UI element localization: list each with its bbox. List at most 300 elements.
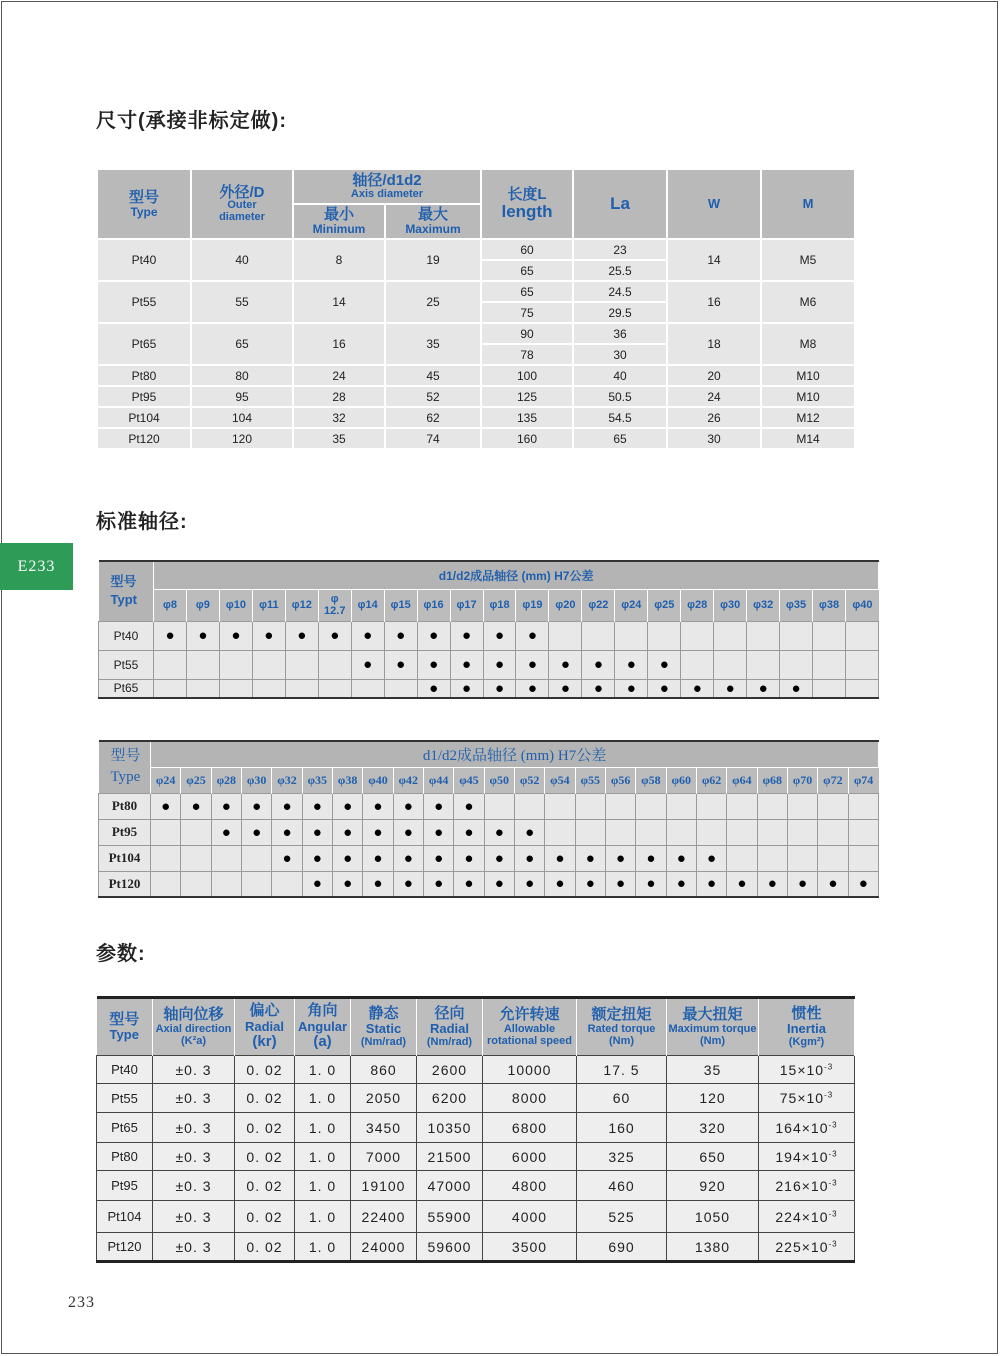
available-dot: ● (714, 679, 747, 698)
cell-m: M8 (761, 323, 855, 365)
empty-cell (181, 819, 211, 845)
cell-l: 65 (481, 260, 573, 281)
empty-cell (681, 650, 714, 679)
parameters-title: 参数: (96, 943, 146, 965)
cell-rad (417, 1233, 483, 1262)
header-type (99, 741, 151, 793)
header-m: M (761, 169, 855, 239)
cell-la: 54.5 (573, 407, 667, 428)
cell-angular (295, 1201, 351, 1233)
available-dot: ● (549, 650, 582, 679)
cell-angular (295, 1113, 351, 1143)
available-dot: ● (648, 679, 681, 698)
header-la: La (573, 169, 667, 239)
available-dot: ● (423, 845, 453, 871)
header-cn: 角向 (307, 1002, 338, 1020)
header-diameter: φ62 (696, 767, 726, 793)
available-dot: ● (787, 871, 817, 897)
available-dot: ● (332, 819, 362, 845)
cell-speed (483, 1113, 577, 1143)
cell-max (667, 1201, 759, 1233)
cell-value: 120 (699, 1090, 726, 1106)
header-diameter: φ68 (757, 767, 787, 793)
empty-cell (181, 845, 211, 871)
empty-cell (757, 819, 787, 845)
header-unit: (a) (313, 1033, 332, 1051)
available-dot: ● (514, 845, 544, 871)
header-cn: 惯性 (791, 1004, 822, 1022)
empty-cell (727, 819, 757, 845)
cell-value: 7000 (365, 1148, 402, 1165)
available-dot: ● (545, 845, 575, 871)
available-dot: ● (302, 845, 332, 871)
empty-cell (154, 679, 187, 698)
cell-speed (483, 1233, 577, 1262)
standard-shaft-title: 标准轴径: (96, 511, 188, 533)
cell-type (97, 1143, 153, 1171)
cell-static (351, 1084, 417, 1113)
cell-la: 24.5 (573, 281, 667, 302)
cell-max (667, 1113, 759, 1143)
empty-cell (714, 650, 747, 679)
cell-la: 65 (573, 428, 667, 449)
cell-value: 0. 02 (246, 1119, 283, 1136)
available-dot: ● (302, 793, 332, 819)
empty-cell (846, 621, 879, 650)
cell-type (97, 1113, 153, 1143)
table-row (97, 1056, 855, 1084)
cell-rated (577, 1113, 667, 1143)
available-dot: ● (636, 845, 666, 871)
header-axis: 轴径/d1d2 Axis diameter (293, 169, 481, 204)
header-unit: (Nm/rad) (426, 1036, 473, 1049)
cell-value: 650 (699, 1148, 726, 1165)
cell-min: 8 (293, 239, 385, 281)
available-dot: ● (818, 871, 848, 897)
cell-rad (417, 1084, 483, 1113)
empty-cell (696, 819, 726, 845)
cell-w: 24 (667, 386, 761, 407)
available-dot: ● (186, 621, 219, 650)
header-unit: (Nm) (699, 1035, 726, 1048)
available-dot: ● (181, 793, 211, 819)
header-diameter: φ19 (516, 589, 549, 621)
available-dot: ● (219, 621, 252, 650)
available-dot: ● (582, 679, 615, 698)
cell-static (351, 1171, 417, 1201)
cell-type (97, 1233, 153, 1262)
header-diameter: φ42 (393, 767, 423, 793)
header-col (483, 998, 577, 1056)
available-dot: ● (211, 819, 241, 845)
cell-value: Pt120 (107, 1239, 142, 1254)
cell-l: 75 (481, 302, 573, 323)
available-dot: ● (351, 650, 384, 679)
cell-inertia (759, 1171, 855, 1201)
cell-value: ±0. 3 (175, 1148, 212, 1165)
available-dot: ● (450, 621, 483, 650)
header-diameter: φ11 (252, 589, 285, 621)
cell-max: 52 (385, 386, 481, 407)
table-row (99, 793, 879, 819)
empty-cell (757, 845, 787, 871)
cell-l: 65 (481, 281, 573, 302)
available-dot: ● (363, 845, 393, 871)
row-type: Pt65 (99, 679, 154, 698)
cell-angular (295, 1171, 351, 1201)
cell-rad (417, 1201, 483, 1233)
cell-l: 135 (481, 407, 573, 428)
cell-value: 1. 0 (308, 1061, 337, 1078)
cell-value: 1380 (694, 1238, 731, 1255)
available-dot: ● (272, 819, 302, 845)
empty-cell (575, 819, 605, 845)
cell-axial (153, 1201, 235, 1233)
available-dot: ● (484, 819, 514, 845)
cell-value: 6000 (511, 1148, 548, 1165)
header-type-en: Type (110, 769, 141, 786)
row-type: Pt104 (99, 845, 151, 871)
header-max: 最大 Maximum (385, 204, 481, 239)
header-diameter: φ40 (846, 589, 879, 621)
cell-d: 80 (191, 365, 293, 386)
header-cn: 最大扭矩 (682, 1005, 743, 1023)
available-dot: ● (681, 679, 714, 698)
available-dot: ● (363, 871, 393, 897)
available-dot: ● (696, 871, 726, 897)
cell-m: M12 (761, 407, 855, 428)
cell-value: Pt80 (111, 1149, 138, 1164)
header-diameter: φ 12.7 (318, 589, 351, 621)
header-diameter: φ15 (384, 589, 417, 621)
available-dot: ● (423, 819, 453, 845)
header-diameter: φ50 (484, 767, 514, 793)
cell-max (667, 1233, 759, 1262)
cell-rad (417, 1113, 483, 1143)
header-diameter: φ70 (787, 767, 817, 793)
cell-rad (417, 1056, 483, 1084)
empty-cell (351, 679, 384, 698)
empty-cell (727, 845, 757, 871)
cell-value: Pt95 (111, 1178, 138, 1193)
header-diameter: φ35 (780, 589, 813, 621)
parameters-table (96, 996, 855, 1263)
empty-cell (545, 819, 575, 845)
cell-radial (235, 1143, 295, 1171)
cell-value: 2050 (365, 1090, 402, 1106)
header-col (295, 998, 351, 1056)
header-diameter: φ32 (747, 589, 780, 621)
header-diameter: φ17 (450, 589, 483, 621)
cell-l: 60 (481, 239, 573, 260)
empty-cell (154, 650, 187, 679)
row-type: Pt55 (99, 650, 154, 679)
available-dot: ● (302, 871, 332, 897)
cell-value: 460 (608, 1177, 635, 1194)
header-diameter: φ9 (186, 589, 219, 621)
available-dot: ● (363, 793, 393, 819)
empty-cell (648, 621, 681, 650)
header-en: Radial (244, 1018, 284, 1034)
cell-value: ±0. 3 (175, 1177, 212, 1194)
empty-cell (219, 679, 252, 698)
cell-inertia (759, 1113, 855, 1143)
cell-value: 920 (699, 1177, 726, 1194)
dimensions-title: 尺寸(承接非标定做): (96, 110, 287, 132)
table-row (97, 1233, 855, 1262)
table-row (99, 679, 879, 698)
header-col (153, 998, 235, 1056)
cell-value: 35 (703, 1061, 722, 1078)
available-dot: ● (549, 679, 582, 698)
cell-value: 6200 (431, 1090, 468, 1106)
empty-cell (241, 871, 271, 897)
table-row (97, 1084, 855, 1113)
available-dot: ● (351, 621, 384, 650)
cell-value: 59600 (427, 1238, 472, 1255)
exponent: -3 (824, 1061, 834, 1071)
header-shaft-title: d1/d2成品轴径 (mm) H7公差 (154, 561, 879, 589)
available-dot: ● (154, 621, 187, 650)
header-diameter: φ30 (241, 767, 271, 793)
header-diameter: φ12 (285, 589, 318, 621)
exponent: -3 (828, 1208, 838, 1218)
cell-rad (417, 1171, 483, 1201)
cell-value: 24000 (361, 1238, 406, 1255)
available-dot: ● (605, 871, 635, 897)
header-diameter: φ28 (681, 589, 714, 621)
table-row (97, 1143, 855, 1171)
row-type: Pt80 (99, 793, 151, 819)
cell-max: 74 (385, 428, 481, 449)
cell-static (351, 1143, 417, 1171)
empty-cell (818, 793, 848, 819)
header-diameter: φ24 (151, 767, 181, 793)
available-dot: ● (747, 679, 780, 698)
header-type-cn: 型号 (110, 574, 137, 590)
empty-cell (605, 819, 635, 845)
header-col (417, 998, 483, 1056)
cell-max (667, 1143, 759, 1171)
header-col (667, 998, 759, 1056)
available-dot: ● (615, 679, 648, 698)
empty-cell (151, 819, 181, 845)
empty-cell (545, 793, 575, 819)
table-row (97, 1113, 855, 1143)
cell-axial (153, 1143, 235, 1171)
cell-value: 4000 (511, 1208, 548, 1225)
cell-static (351, 1201, 417, 1233)
cell-value: 1. 0 (308, 1208, 337, 1225)
available-dot: ● (417, 679, 450, 698)
cell-m: M5 (761, 239, 855, 281)
header-diameter: φ30 (714, 589, 747, 621)
header-diameter: φ35 (302, 767, 332, 793)
empty-cell (151, 871, 181, 897)
empty-cell (813, 650, 846, 679)
cell-max (667, 1056, 759, 1084)
header-diameter: φ58 (636, 767, 666, 793)
available-dot: ● (615, 650, 648, 679)
header-diameter: φ72 (818, 767, 848, 793)
table-row (97, 1171, 855, 1201)
available-dot: ● (484, 845, 514, 871)
available-dot: ● (450, 650, 483, 679)
cell-max: 45 (385, 365, 481, 386)
cell-value: 3450 (365, 1119, 402, 1136)
cell-rated (577, 1171, 667, 1201)
cell-min: 16 (293, 323, 385, 365)
cell-w: 30 (667, 428, 761, 449)
header-diameter: φ28 (211, 767, 241, 793)
header-cn: 型号 (109, 1010, 140, 1028)
page-number: 233 (68, 1294, 95, 1311)
cell-value: 4800 (511, 1177, 548, 1194)
empty-cell (636, 819, 666, 845)
empty-cell (615, 621, 648, 650)
empty-cell (318, 679, 351, 698)
available-dot: ● (332, 871, 362, 897)
cell-value: 160 (608, 1119, 635, 1136)
header-diameter: φ44 (423, 767, 453, 793)
cell-w: 14 (667, 239, 761, 281)
header-en: Inertia (786, 1021, 826, 1037)
empty-cell (285, 650, 318, 679)
header-en: Allowable (503, 1023, 556, 1036)
header-col (351, 998, 417, 1056)
cell-type (97, 1201, 153, 1233)
table-row (99, 845, 879, 871)
cell-type: Pt80 (97, 365, 191, 386)
header-diameter: φ8 (154, 589, 187, 621)
header-diameter: φ38 (813, 589, 846, 621)
cell-value: 10350 (427, 1119, 472, 1136)
cell-radial (235, 1171, 295, 1201)
available-dot: ● (454, 793, 484, 819)
header-type (99, 561, 154, 621)
cell-inertia (759, 1056, 855, 1084)
available-dot: ● (666, 871, 696, 897)
cell-speed (483, 1084, 577, 1113)
cell-static (351, 1113, 417, 1143)
empty-cell (846, 650, 879, 679)
header-diameter: φ40 (363, 767, 393, 793)
header-cn: 额定扭矩 (591, 1005, 652, 1023)
row-type: Pt120 (99, 871, 151, 897)
cell-type (97, 1056, 153, 1084)
available-dot: ● (516, 621, 549, 650)
table-row (99, 819, 879, 845)
cell-static (351, 1233, 417, 1262)
cell-max: 35 (385, 323, 481, 365)
cell-max (667, 1171, 759, 1201)
available-dot: ● (384, 650, 417, 679)
header-diameter: φ52 (514, 767, 544, 793)
header-col (97, 998, 153, 1056)
header-diameter: φ10 (219, 589, 252, 621)
available-dot: ● (302, 819, 332, 845)
cell-max: 62 (385, 407, 481, 428)
available-dot: ● (272, 845, 302, 871)
available-dot: ● (423, 793, 453, 819)
cell-l: 78 (481, 344, 573, 365)
cell-value: Pt104 (107, 1209, 142, 1224)
empty-cell (818, 845, 848, 871)
available-dot: ● (384, 621, 417, 650)
cell-inertia (759, 1233, 855, 1262)
cell-max: 25 (385, 281, 481, 323)
cell-la: 40 (573, 365, 667, 386)
cell-type (97, 1084, 153, 1113)
cell-la: 36 (573, 323, 667, 344)
dimensions-table (96, 168, 856, 450)
empty-cell (813, 679, 846, 698)
cell-value: 22400 (361, 1208, 406, 1225)
cell-value: 21500 (427, 1148, 472, 1165)
exponent: -3 (828, 1238, 838, 1248)
header-type: 型号 Type (97, 169, 191, 239)
header-en: Axial direction (155, 1023, 232, 1036)
available-dot: ● (454, 819, 484, 845)
cell-value: 225×10 (775, 1238, 829, 1255)
header-diameter: φ22 (582, 589, 615, 621)
empty-cell (780, 621, 813, 650)
header-diameter: φ32 (272, 767, 302, 793)
header-unit: (K²a) (180, 1035, 207, 1048)
header-en: Type (109, 1027, 139, 1043)
header-length: 长度L length (481, 169, 573, 239)
cell-la: 25.5 (573, 260, 667, 281)
available-dot: ● (151, 793, 181, 819)
cell-value: 194×10 (775, 1148, 829, 1165)
available-dot: ● (252, 621, 285, 650)
cell-speed (483, 1201, 577, 1233)
cell-d: 95 (191, 386, 293, 407)
cell-axial (153, 1084, 235, 1113)
empty-cell (666, 793, 696, 819)
header-unit: rotational speed (487, 1035, 572, 1048)
available-dot: ● (483, 621, 516, 650)
cell-value: 1. 0 (308, 1148, 337, 1165)
cell-d: 120 (191, 428, 293, 449)
empty-cell (727, 793, 757, 819)
cell-d: 55 (191, 281, 293, 323)
cell-min: 28 (293, 386, 385, 407)
cell-l: 160 (481, 428, 573, 449)
empty-cell (211, 845, 241, 871)
cell-value: ±0. 3 (175, 1061, 212, 1078)
header-unit: (Nm) (608, 1035, 635, 1048)
cell-value: 0. 02 (246, 1090, 283, 1106)
cell-value: 216×10 (775, 1177, 829, 1194)
available-dot: ● (516, 650, 549, 679)
header-min: 最小 Minimum (293, 204, 385, 239)
empty-cell (696, 793, 726, 819)
available-dot: ● (285, 621, 318, 650)
table-row (99, 621, 879, 650)
cell-max: 19 (385, 239, 481, 281)
available-dot: ● (727, 871, 757, 897)
empty-cell (787, 793, 817, 819)
available-dot: ● (848, 871, 879, 897)
available-dot: ● (393, 845, 423, 871)
available-dot: ● (484, 871, 514, 897)
exponent: -3 (824, 1090, 834, 1100)
cell-type: Pt55 (97, 281, 191, 323)
cell-value: 860 (370, 1061, 397, 1078)
cell-value: Pt65 (111, 1120, 138, 1135)
available-dot: ● (417, 621, 450, 650)
